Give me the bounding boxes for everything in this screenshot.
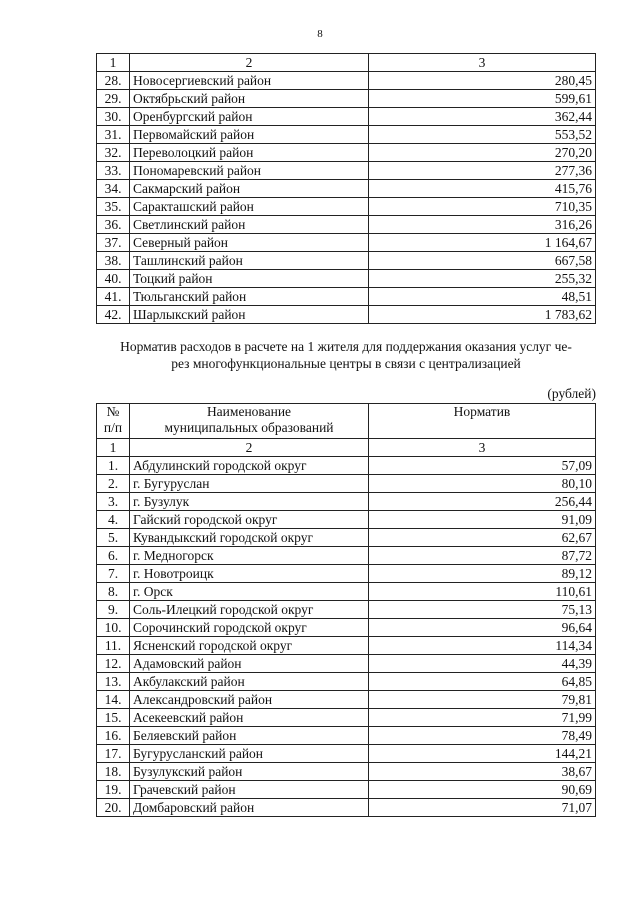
row-value-cell: 110,61 <box>369 583 596 601</box>
row-number-cell: 29. <box>97 90 130 108</box>
table-row <box>97 72 596 90</box>
row-number-cell: 6. <box>97 547 130 565</box>
row-value-cell: 1 164,67 <box>369 234 596 252</box>
table-row <box>97 475 596 493</box>
row-value-cell: 667,58 <box>369 252 596 270</box>
row-value-cell: 64,85 <box>369 673 596 691</box>
row-value-cell: 280,45 <box>369 72 596 90</box>
row-value-cell: 553,52 <box>369 126 596 144</box>
row-number-cell: 13. <box>97 673 130 691</box>
row-value-cell: 1 783,62 <box>369 306 596 324</box>
row-value-cell: 57,09 <box>369 457 596 475</box>
table-row <box>97 180 596 198</box>
row-value-cell: 362,44 <box>369 108 596 126</box>
column-number-cell: 1 <box>97 439 130 457</box>
row-value-cell: 114,34 <box>369 637 596 655</box>
section-title-line: рез многофункциональные центры в связи с централизацией <box>171 356 521 371</box>
row-value-cell: 71,99 <box>369 709 596 727</box>
row-name-cell: Бугурусланский район <box>130 745 369 763</box>
row-number-cell: 40. <box>97 270 130 288</box>
row-value-cell: 144,21 <box>369 745 596 763</box>
table-row <box>97 529 596 547</box>
row-number-cell: 31. <box>97 126 130 144</box>
row-name-cell: Ясненский городской округ <box>130 637 369 655</box>
column-number-cell: 2 <box>130 54 369 72</box>
row-number-cell: 12. <box>97 655 130 673</box>
table-row <box>97 709 596 727</box>
row-value-cell: 270,20 <box>369 144 596 162</box>
row-number-cell: 9. <box>97 601 130 619</box>
section-title-line: Норматив расходов в расчете на 1 жителя для поддержания оказания услуг че- <box>120 339 572 354</box>
row-value-cell: 710,35 <box>369 198 596 216</box>
row-number-cell: 17. <box>97 745 130 763</box>
table-row <box>97 781 596 799</box>
table-row <box>97 511 596 529</box>
table-row <box>97 216 596 234</box>
row-name-cell: Адамовский район <box>130 655 369 673</box>
table-header-row <box>97 404 596 439</box>
row-value-cell: 599,61 <box>369 90 596 108</box>
row-name-cell: Новосергиевский район <box>130 72 369 90</box>
table-row <box>97 288 596 306</box>
number-header-line: п/п <box>103 420 123 435</box>
name-header-line: Наименование <box>206 404 292 419</box>
row-name-cell: Оренбургский район <box>130 108 369 126</box>
row-number-cell: 19. <box>97 781 130 799</box>
name-header-line: муниципальных образований <box>164 420 334 435</box>
row-number-cell: 4. <box>97 511 130 529</box>
table-continuation <box>96 53 596 324</box>
row-name-cell: Соль-Илецкий городской округ <box>130 601 369 619</box>
row-value-cell: 78,49 <box>369 727 596 745</box>
row-value-cell: 256,44 <box>369 493 596 511</box>
table-row <box>97 655 596 673</box>
row-value-cell: 80,10 <box>369 475 596 493</box>
table-row <box>97 90 596 108</box>
row-value-cell: 48,51 <box>369 288 596 306</box>
row-name-cell: Грачевский район <box>130 781 369 799</box>
row-number-cell: 8. <box>97 583 130 601</box>
row-number-cell: 20. <box>97 799 130 817</box>
row-value-cell: 79,81 <box>369 691 596 709</box>
row-name-cell: г. Бугуруслан <box>130 475 369 493</box>
row-value-cell: 87,72 <box>369 547 596 565</box>
row-number-cell: 41. <box>97 288 130 306</box>
number-header-cell <box>97 404 130 439</box>
row-name-cell: Пономаревский район <box>130 162 369 180</box>
row-value-cell: 89,12 <box>369 565 596 583</box>
row-number-cell: 3. <box>97 493 130 511</box>
row-number-cell: 33. <box>97 162 130 180</box>
row-value-cell: 38,67 <box>369 763 596 781</box>
row-number-cell: 15. <box>97 709 130 727</box>
table-row <box>97 673 596 691</box>
table-row <box>97 252 596 270</box>
row-name-cell: Бузулукский район <box>130 763 369 781</box>
row-number-cell: 37. <box>97 234 130 252</box>
row-number-cell: 32. <box>97 144 130 162</box>
row-name-cell: Первомайский район <box>130 126 369 144</box>
row-name-cell: Шарлыкский район <box>130 306 369 324</box>
row-name-cell: Сорочинский городской округ <box>130 619 369 637</box>
table-row <box>97 493 596 511</box>
row-number-cell: 16. <box>97 727 130 745</box>
row-value-cell: 96,64 <box>369 619 596 637</box>
row-number-cell: 2. <box>97 475 130 493</box>
row-number-cell: 11. <box>97 637 130 655</box>
row-value-cell: 316,26 <box>369 216 596 234</box>
row-number-cell: 1. <box>97 457 130 475</box>
row-name-cell: Абдулинский городской округ <box>130 457 369 475</box>
row-name-cell: Тюльганский район <box>130 288 369 306</box>
row-value-cell: 415,76 <box>369 180 596 198</box>
row-value-cell: 277,36 <box>369 162 596 180</box>
table-row <box>97 745 596 763</box>
table-row <box>97 637 596 655</box>
row-name-cell: Асекеевский район <box>130 709 369 727</box>
row-number-cell: 34. <box>97 180 130 198</box>
section-title <box>96 338 596 372</box>
table-header-row <box>97 54 596 72</box>
table-row <box>97 583 596 601</box>
row-value-cell: 255,32 <box>369 270 596 288</box>
table-row <box>97 108 596 126</box>
column-number-cell: 3 <box>369 439 596 457</box>
row-name-cell: Саракташский район <box>130 198 369 216</box>
number-header-line: № <box>106 404 120 419</box>
table-row <box>97 234 596 252</box>
column-number-cell: 1 <box>97 54 130 72</box>
table-row <box>97 457 596 475</box>
row-name-cell: г. Медногорск <box>130 547 369 565</box>
row-value-cell: 75,13 <box>369 601 596 619</box>
norm-header-cell: Норматив <box>369 404 596 439</box>
row-number-cell: 36. <box>97 216 130 234</box>
table-row <box>97 691 596 709</box>
row-name-cell: г. Орск <box>130 583 369 601</box>
table-row <box>97 547 596 565</box>
row-value-cell: 91,09 <box>369 511 596 529</box>
table-row <box>97 763 596 781</box>
table-row <box>97 727 596 745</box>
row-value-cell: 62,67 <box>369 529 596 547</box>
table-row <box>97 198 596 216</box>
table-row <box>97 799 596 817</box>
column-number-row <box>97 439 596 457</box>
page-number: 8 <box>317 28 323 40</box>
row-number-cell: 14. <box>97 691 130 709</box>
table-row <box>97 619 596 637</box>
table-row <box>97 565 596 583</box>
row-name-cell: Тоцкий район <box>130 270 369 288</box>
column-number-cell: 2 <box>130 439 369 457</box>
table-row <box>97 144 596 162</box>
row-number-cell: 10. <box>97 619 130 637</box>
table-row <box>97 601 596 619</box>
row-number-cell: 5. <box>97 529 130 547</box>
row-number-cell: 38. <box>97 252 130 270</box>
name-header-cell <box>130 404 369 439</box>
row-name-cell: Октябрьский район <box>130 90 369 108</box>
unit-label: (рублей) <box>547 386 596 401</box>
table-row <box>97 306 596 324</box>
row-name-cell: г. Бузулук <box>130 493 369 511</box>
table-row <box>97 162 596 180</box>
table-row <box>97 126 596 144</box>
row-name-cell: Гайский городской округ <box>130 511 369 529</box>
row-name-cell: Ташлинский район <box>130 252 369 270</box>
row-name-cell: Домбаровский район <box>130 799 369 817</box>
row-number-cell: 28. <box>97 72 130 90</box>
row-number-cell: 7. <box>97 565 130 583</box>
column-number-cell: 3 <box>369 54 596 72</box>
row-name-cell: Александровский район <box>130 691 369 709</box>
row-value-cell: 44,39 <box>369 655 596 673</box>
norm-table <box>96 403 596 817</box>
row-number-cell: 42. <box>97 306 130 324</box>
row-name-cell: Акбулакский район <box>130 673 369 691</box>
row-number-cell: 35. <box>97 198 130 216</box>
row-name-cell: Светлинский район <box>130 216 369 234</box>
row-name-cell: Северный район <box>130 234 369 252</box>
row-value-cell: 71,07 <box>369 799 596 817</box>
row-name-cell: Переволоцкий район <box>130 144 369 162</box>
row-name-cell: Сакмарский район <box>130 180 369 198</box>
row-name-cell: г. Новотроицк <box>130 565 369 583</box>
row-number-cell: 18. <box>97 763 130 781</box>
row-value-cell: 90,69 <box>369 781 596 799</box>
row-name-cell: Беляевский район <box>130 727 369 745</box>
table-row <box>97 270 596 288</box>
row-name-cell: Кувандыкский городской округ <box>130 529 369 547</box>
row-number-cell: 30. <box>97 108 130 126</box>
